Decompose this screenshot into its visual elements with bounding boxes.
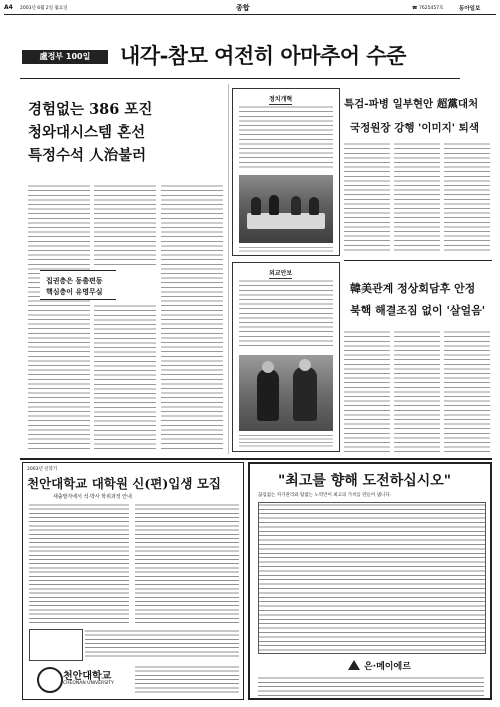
masthead [4, 3, 496, 13]
right-mid-body-1 [344, 330, 390, 452]
diplomacy-box-text [239, 279, 333, 349]
company-ad-brand: 은·메이에르 [364, 662, 411, 672]
politics-box-label: 정치개혁 [269, 96, 293, 103]
top-badge-text: 盧정부 100일 [39, 52, 91, 61]
ads-separator [20, 458, 492, 460]
top-badge [22, 50, 108, 64]
politics-box [232, 88, 340, 256]
politics-photo-person-3 [291, 196, 301, 215]
university-ad [22, 462, 244, 700]
right-mid-body-3 [444, 330, 490, 452]
right-mid-rule [344, 260, 492, 261]
left-body-lines-2b [94, 304, 156, 452]
issue-date: 2003년 6월 2일 월요일 [20, 6, 68, 11]
politics-photo-person-4 [309, 197, 319, 215]
university-logo-emblem [37, 667, 63, 693]
left-headline [28, 98, 218, 167]
left-body-lines-1 [28, 184, 90, 452]
company-ad-brand-mark [348, 660, 360, 670]
diplomacy-photo-face-2 [299, 359, 311, 371]
top-headline: 내각-참모 여전히 아마추어 수준 [120, 43, 406, 68]
university-ad-title: 천안대학교 대학원 신(편)입생 모집 [27, 476, 221, 491]
company-ad-sub: 끊임없는 자기관리와 땀없는 노력만이 최고의 가치를 만들어 냅니다. [258, 493, 392, 498]
university-ad-campus-box [29, 629, 83, 661]
left-headline-line-2: 청와대시스템 혼선 [28, 124, 146, 141]
right-top-headline-1: 특검-파병 일부현안 超黨대처 [344, 98, 479, 110]
left-body-lines-3 [161, 184, 223, 452]
diplomacy-photo-person-1 [257, 369, 279, 421]
left-sidebar [40, 270, 116, 300]
diplomacy-box-label: 외교안보 [269, 270, 293, 277]
top-headline-rule [20, 78, 460, 79]
diplomacy-photo [239, 355, 333, 431]
university-ad-text-3 [85, 629, 239, 659]
politics-photo-table [247, 213, 325, 229]
politics-caption [239, 246, 333, 253]
diplomacy-photo-face-1 [262, 361, 274, 373]
section-title: 종합 [236, 3, 250, 12]
right-mid-headline-2: 북핵 해결조짐 없이 '살얼음' [350, 304, 486, 317]
politics-photo [239, 175, 333, 243]
right-top-body-2 [394, 142, 440, 254]
university-ad-subtitle: 새출발자에서 석·박사 학위과정 안내 [53, 494, 132, 500]
politics-photo-person-2 [269, 195, 279, 215]
company-ad-contacts [258, 676, 484, 696]
university-ad-text-4 [135, 665, 239, 695]
publisher-name: 동아일보 [459, 6, 481, 12]
diplomacy-caption [239, 434, 333, 448]
left-headline-line-1: 경험없는 386 포진 [28, 101, 153, 118]
diplomacy-photo-person-2 [293, 367, 317, 421]
col-divider-left [228, 84, 229, 454]
company-ad-slogan: "최고를 향해 도전하십시오" [278, 473, 452, 489]
diplomacy-box [232, 262, 340, 452]
university-ad-top-label: 2003년 신학기 [27, 467, 58, 472]
university-ad-text-1 [29, 503, 129, 623]
page-number: A4 [4, 4, 13, 11]
politics-box-text [239, 105, 333, 171]
university-ad-text-2 [135, 503, 239, 623]
company-ad [248, 462, 492, 700]
company-ad-table [258, 502, 486, 654]
right-top-body-3 [444, 142, 490, 254]
politics-photo-person-1 [251, 197, 261, 215]
left-sidebar-rule-bottom [40, 299, 116, 300]
left-sidebar-line-1: 집권층은 동출편동 [46, 276, 103, 285]
university-logo-text: 천안대학교 [63, 671, 112, 682]
university-logo [37, 665, 127, 695]
left-sidebar-rule-top [40, 270, 116, 271]
phone-number: ☎ 7625457호 [412, 6, 444, 11]
university-logo-sub: CHEONAN UNIVERSITY [63, 681, 114, 686]
masthead-rule [4, 14, 496, 15]
right-mid-headline-1: 韓美관계 정상회담후 안정 [350, 282, 476, 295]
right-top-body-1 [344, 142, 390, 254]
left-headline-line-3: 특정수석 人治불러 [28, 147, 147, 164]
right-top-headline-2: 국정원장 강행 '이미지' 퇴색 [350, 122, 479, 134]
left-body-lines-2 [94, 184, 156, 268]
left-sidebar-line-2: 핵심층이 유명무실 [46, 287, 103, 296]
right-mid-body-2 [394, 330, 440, 452]
